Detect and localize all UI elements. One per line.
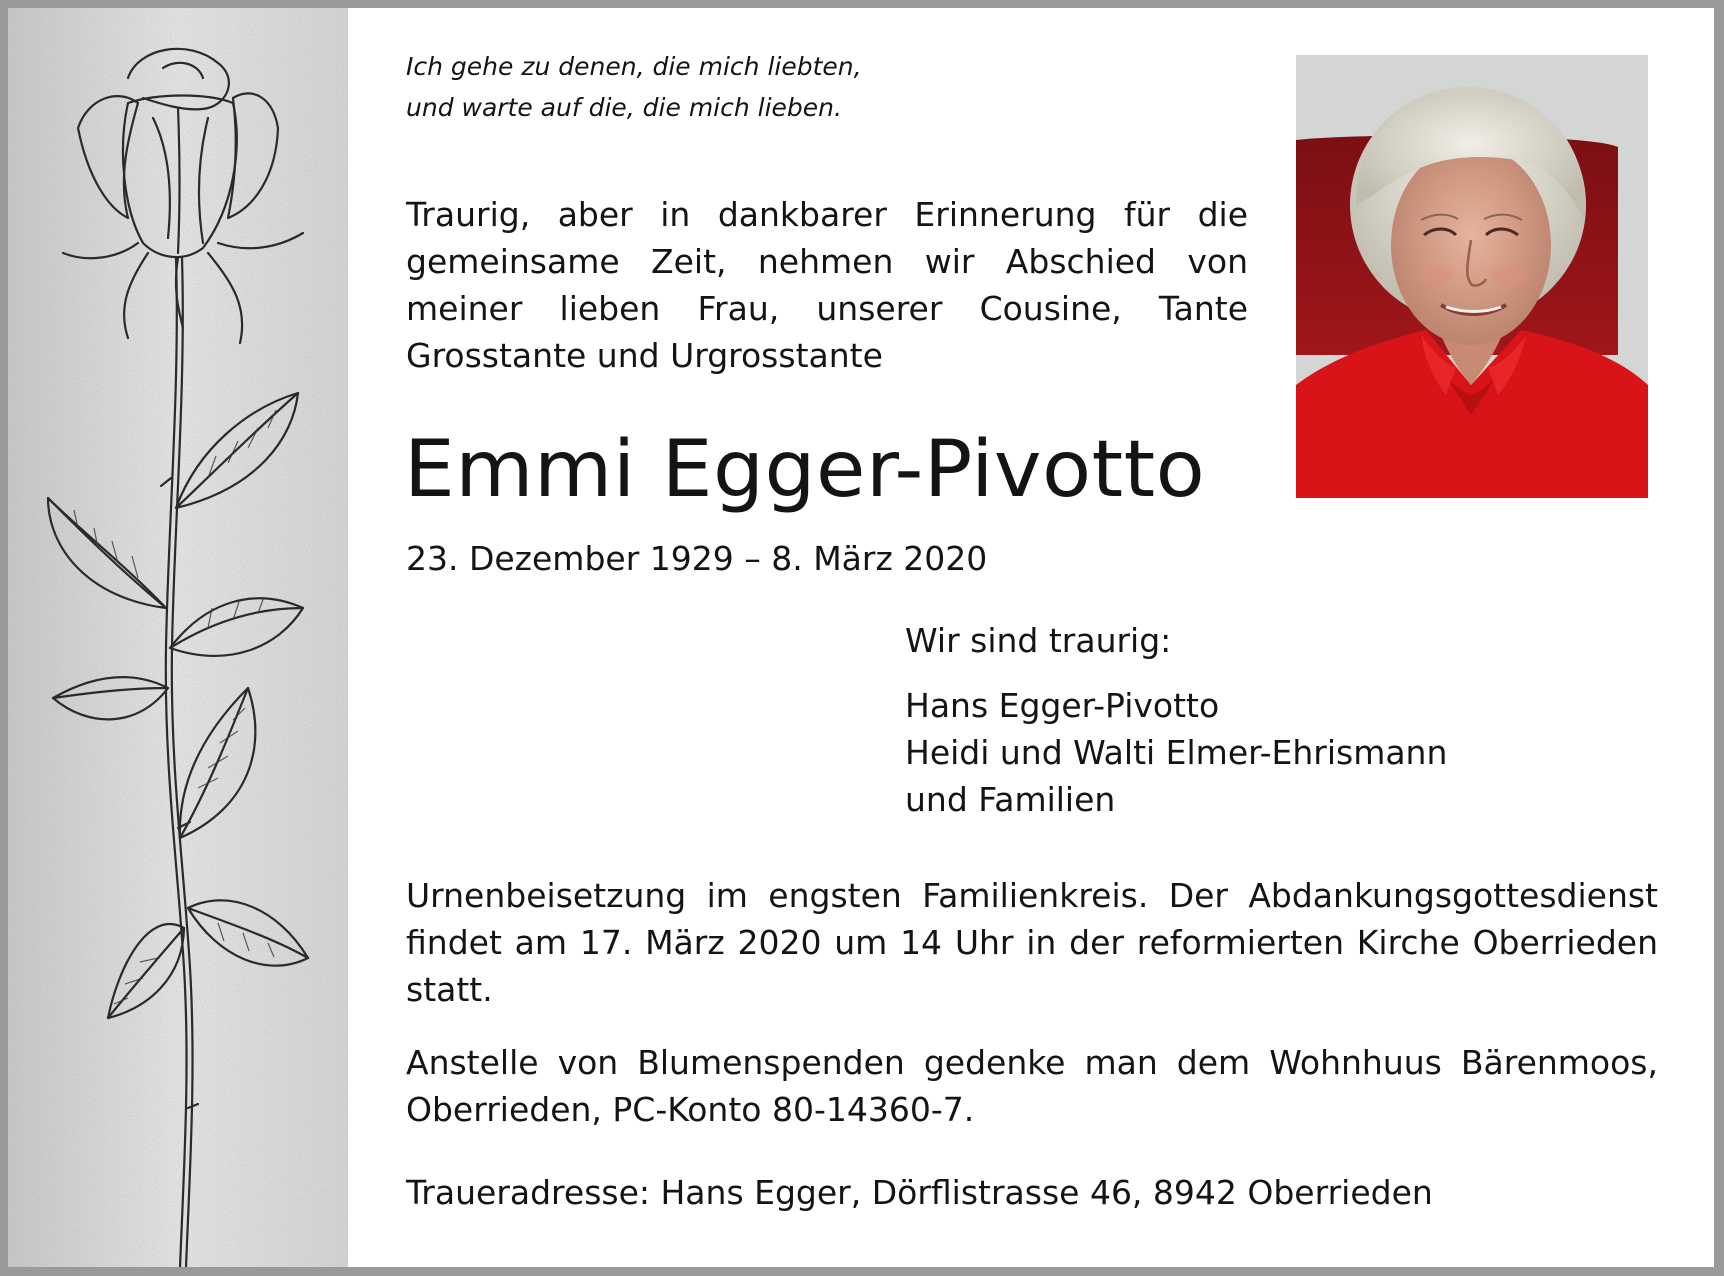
mourner-name: Heidi und Walti Elmer-Ehrismann (905, 733, 1448, 772)
mourner-name: Hans Egger-Pivotto (905, 686, 1220, 725)
life-dates: 23. Dezember 1929 – 8. März 2020 (406, 539, 988, 578)
motto-line-2: und warte auf die, die mich lieben. (406, 93, 842, 122)
rose-drawing (8, 8, 348, 1267)
rose-illustration-panel (8, 8, 348, 1267)
intro-paragraph: Traurig, aber in dankbarer Erinnerung für die gemeinsame Zeit, nehmen wir Abschied von meiner lieben Frau, unserer Cousine, Tante Grosstante und Urgrosstante (406, 195, 1248, 375)
donation-paragraph: Anstelle von Blumenspenden gedenke man dem Wohnhuus Bärenmoos, Oberrieden, PC-Konto 80-14360-7. (406, 1043, 1658, 1129)
obituary-notice (8, 8, 1714, 1267)
motto-line-1: Ich gehe zu denen, die mich liebten, (406, 52, 862, 81)
mourners-list (905, 682, 1447, 823)
motto-quote (406, 46, 1046, 128)
portrait-photo (1296, 55, 1648, 498)
mourner-name: und Familien (905, 780, 1116, 819)
mourning-address: Traueradresse: Hans Egger, Dörflistrasse 46, 8942 Oberrieden (406, 1173, 1433, 1212)
mourners-heading: Wir sind traurig: (905, 621, 1172, 660)
ceremony-paragraph: Urnenbeisetzung im engsten Familienkreis. Der Abdankungsgottesdienst findet am 17. März 2020 um 14 Uhr in der reformierten Kirche Oberrieden statt. (406, 876, 1658, 1009)
deceased-name: Emmi Egger-Pivotto (404, 425, 1206, 515)
